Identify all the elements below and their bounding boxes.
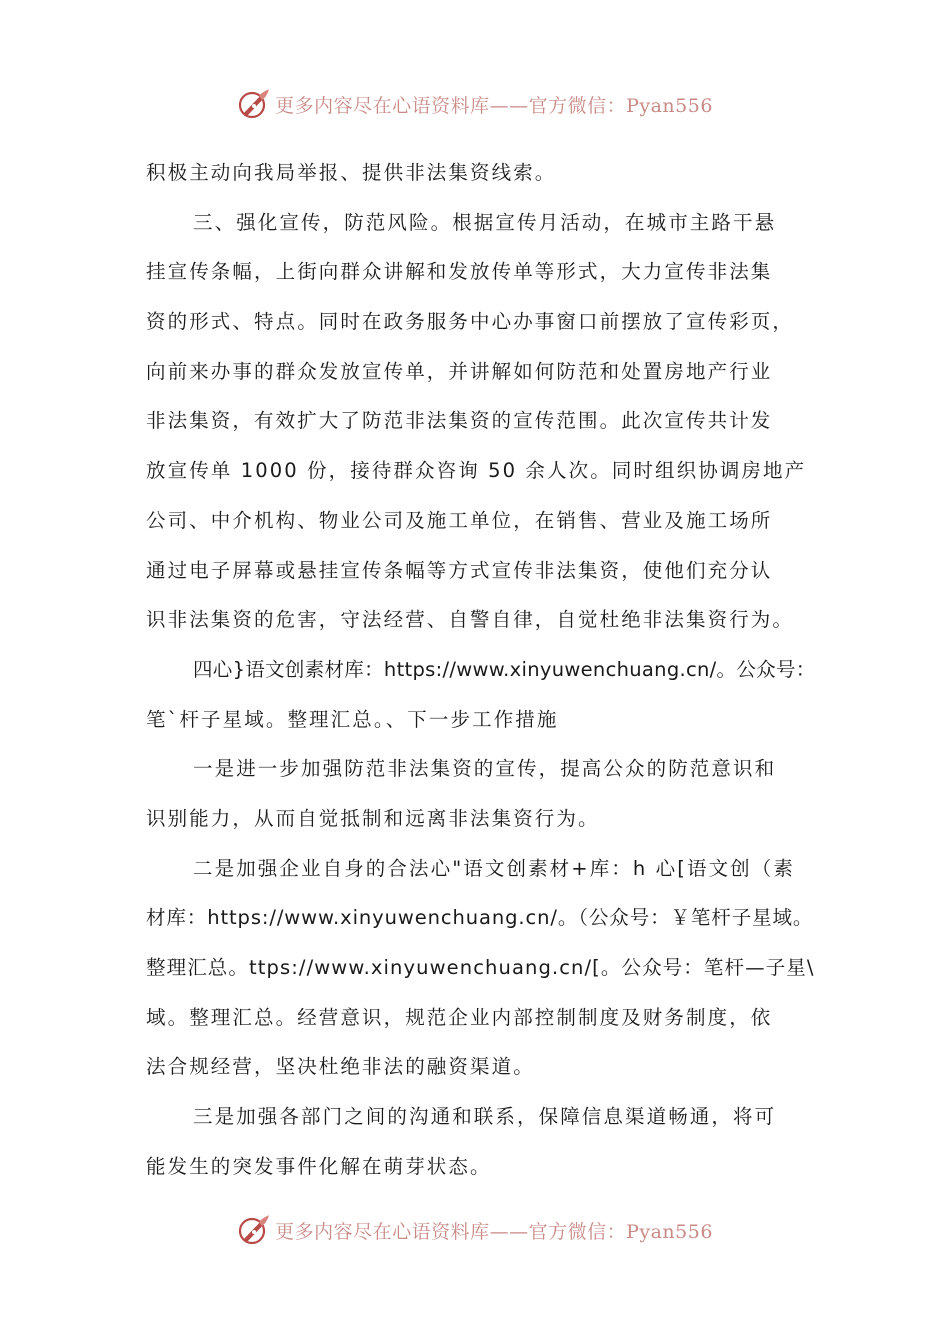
text-line: 法合规经营，坚决杜绝非法的融资渠道。 — [146, 1055, 535, 1079]
text-line: 识别能力，从而自觉抵制和远离非法集资行为。 — [146, 806, 600, 830]
text-line: 一是进一步加强防范非法集资的宣传，提高公众的防范意识和 — [193, 757, 777, 781]
text-line: 二是加强企业自身的合法心"语文创素材+库：h 心[语文创（素 — [193, 856, 795, 880]
text-line: 能发生的突发事件化解在萌芽状态。 — [146, 1154, 492, 1178]
text-line: 挂宣传条幅，上街向群众讲解和发放传单等形式，大力宣传非法集 — [146, 260, 773, 284]
text-line: 材库：https://www.xinyuwenchuang.cn/。（公众号：￥笔杆子星域。 — [146, 906, 814, 930]
banner-text: 更多内容尽在心语资料库——官方微信：Pyan556 — [275, 94, 713, 117]
text-line: 整理汇总。ttps://www.xinyuwenchuang.cn/[。公众号：笔杆—子星\ — [146, 956, 815, 979]
text-line: 积极主动向我局举报、提供非法集资线索。 — [146, 161, 557, 184]
text-line: 非法集资，有效扩大了防范非法集资的宣传范围。此次宣传共计发 — [146, 409, 773, 433]
text-line: 识非法集资的危害，守法经营、自警自律，自觉杜绝非法集资行为。 — [146, 608, 795, 632]
text-line: 通过电子屏幕或悬挂宣传条幅等方式宣传非法集资，使他们充分认 — [146, 558, 773, 582]
text-line: 四心}语文创素材库：https://www.xinyuwenchuang.cn/。公众号： — [193, 657, 816, 681]
text-line: 域。整理汇总。经营意识，规范企业内部控制制度及财务制度，依 — [146, 1005, 773, 1029]
quill-pen-logo-icon — [237, 87, 271, 121]
text-line: 资的形式、特点。同时在政务服务中心办事窗口前摆放了宣传彩页， — [146, 310, 795, 334]
text-line: 笔`杆子星域。整理汇总。、下一步工作措施 — [146, 707, 559, 731]
text-line: 三、强化宣传，防范风险。根据宣传月活动，在城市主路干悬 — [193, 210, 777, 234]
header-banner — [0, 84, 950, 124]
text-line: 公司、中介机构、物业公司及施工单位，在销售、营业及施工场所 — [146, 508, 773, 532]
footer-banner — [0, 1210, 950, 1250]
banner-text: 更多内容尽在心语资料库——官方微信：Pyan556 — [275, 1220, 713, 1243]
text-line: 三是加强各部门之间的沟通和联系，保障信息渠道畅通，将可 — [193, 1105, 777, 1129]
document-body — [146, 148, 816, 1191]
text-line: 向前来办事的群众发放宣传单，并讲解如何防范和处置房地产行业 — [146, 359, 773, 383]
quill-pen-logo-icon — [237, 1213, 271, 1247]
text-line: 放宣传单 1000 份，接待群众咨询 50 余人次。同时组织协调房地产 — [146, 459, 807, 483]
